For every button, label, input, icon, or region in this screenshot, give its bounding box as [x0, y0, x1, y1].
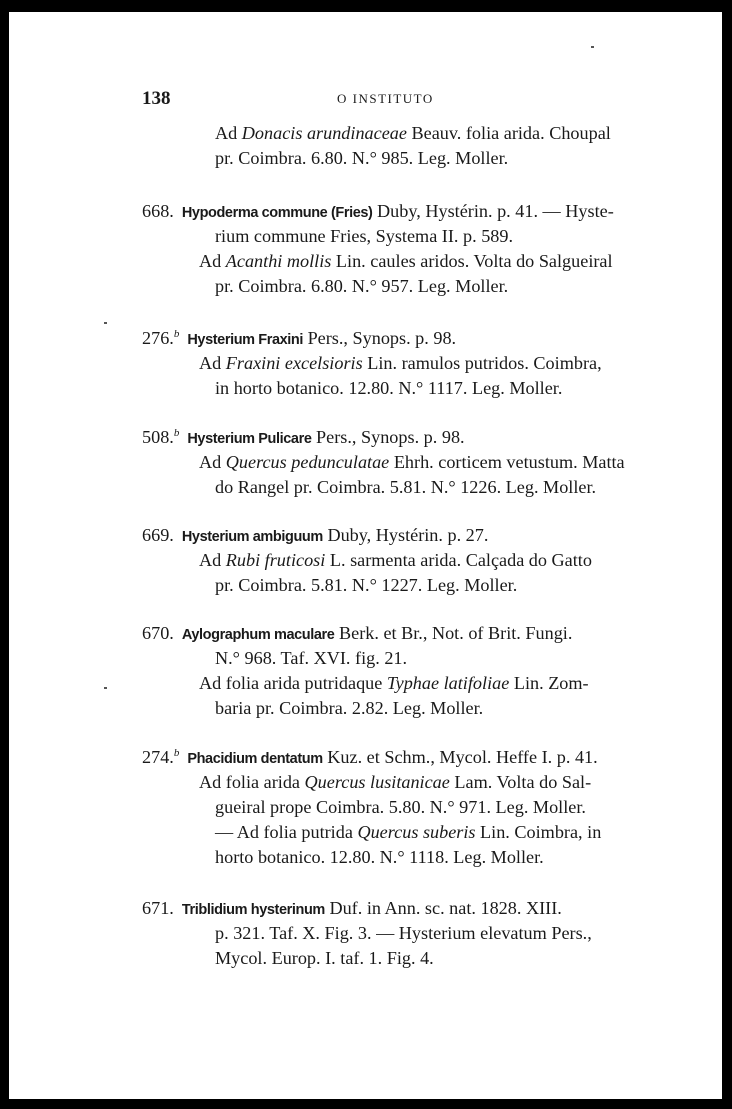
entry-heading: 274.$^b$ Phacidium dentatum Kuz. et Schm., Mycol. Heffe I. p. 41.	[142, 747, 598, 768]
speck	[591, 46, 594, 48]
entry-heading: 670. Aylographum maculare Berk. et Br., Not. of Brit. Fungi.	[142, 623, 573, 643]
entry-heading: 668. Hypoderma commune (Fries) Duby, Hystérin. p. 41. — Hyste-	[142, 201, 614, 221]
text-line: in horto botanico. 12.80. N.° 1117. Leg. Moller.	[215, 378, 563, 398]
text-line: Ad Donacis arundinaceae Beauv. folia arida. Choupal	[215, 123, 611, 143]
text-line: pr. Coimbra. 6.80. N.° 985. Leg. Moller.	[215, 148, 509, 168]
text-line: pr. Coimbra. 6.80. N.° 957. Leg. Moller.	[215, 276, 509, 296]
text-line: Ad Quercus pedunculatae Ehrh. corticem vetustum. Matta	[199, 452, 625, 472]
speck	[104, 322, 107, 324]
text-line: Mycol. Europ. I. taf. 1. Fig. 4.	[215, 948, 434, 968]
text-line: Ad folia arida putridaque Typhae latifoliae Lin. Zom-	[199, 673, 589, 693]
text-line: do Rangel pr. Coimbra. 5.81. N.° 1226. Leg. Moller.	[215, 477, 597, 497]
text-line: N.° 968. Taf. XVI. fig. 21.	[215, 648, 408, 668]
text-line: Ad Acanthi mollis Lin. caules aridos. Volta do Salgueiral	[199, 251, 613, 271]
page-number: 138	[142, 88, 171, 109]
text-line: p. 321. Taf. X. Fig. 3. — Hysterium elevatum Pers.,	[215, 923, 592, 943]
text-line: — Ad folia putrida Quercus suberis Lin. Coimbra, in	[215, 822, 602, 842]
text-line: gueiral prope Coimbra. 5.80. N.° 971. Leg. Moller.	[215, 797, 586, 817]
text-line: Ad Fraxini excelsioris Lin. ramulos putridos. Coimbra,	[199, 353, 602, 373]
entry-heading: 276.$^b$ Hysterium Fraxini Pers., Synops. p. 98.	[142, 328, 457, 349]
entry-heading: 671. Triblidium hysterinum Duf. in Ann. sc. nat. 1828. XIII.	[142, 898, 562, 918]
text-line: Ad folia arida Quercus lusitanicae Lam. Volta do Sal-	[199, 772, 592, 792]
text-line: baria pr. Coimbra. 2.82. Leg. Moller.	[215, 698, 484, 718]
page	[9, 12, 722, 1099]
entry-heading: 669. Hysterium ambiguum Duby, Hystérin. p. 27.	[142, 525, 489, 545]
text-line: rium commune Fries, Systema II. p. 589.	[215, 226, 514, 246]
text-line: horto botanico. 12.80. N.° 1118. Leg. Moller.	[215, 847, 544, 867]
text-line: pr. Coimbra. 5.81. N.° 1227. Leg. Moller.	[215, 575, 518, 595]
speck	[104, 687, 107, 689]
text-line: Ad Rubi fruticosi L. sarmenta arida. Calçada do Gatto	[199, 550, 592, 570]
page-header	[142, 88, 612, 112]
entry-heading: 508.$^b$ Hysterium Pulicare Pers., Synops. p. 98.	[142, 427, 465, 448]
running-head: O INSTITUTO	[337, 91, 434, 106]
